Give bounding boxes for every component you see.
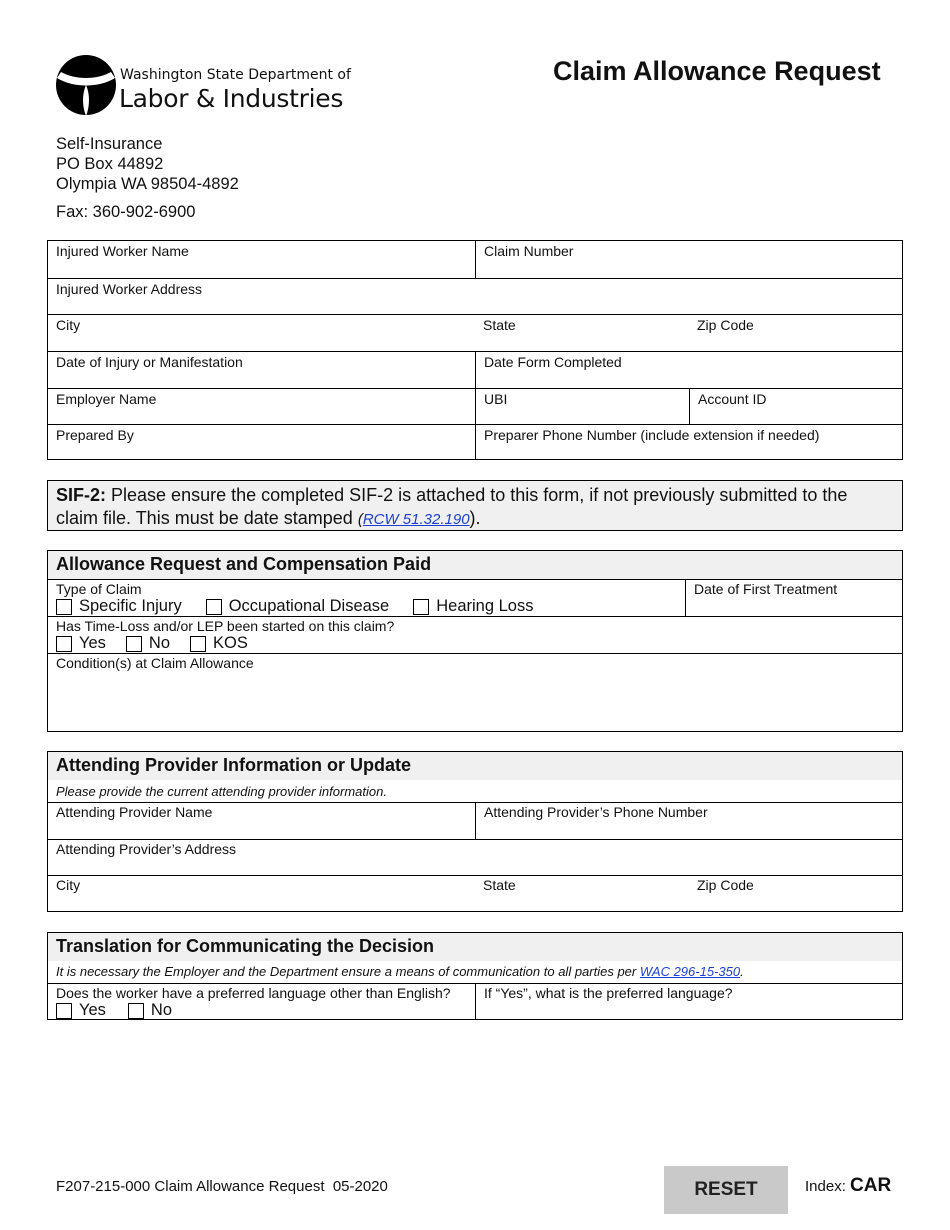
zip-code-field[interactable]	[689, 315, 902, 351]
table-row	[48, 278, 902, 314]
field-label: Employer Name	[56, 391, 157, 407]
field-label: Account ID	[698, 391, 767, 407]
form-id: F207-215-000 Claim Allowance Request 05-2020	[56, 1178, 388, 1195]
state-field[interactable]	[475, 315, 689, 351]
table-row	[48, 314, 902, 351]
preparer-phone-field[interactable]	[475, 425, 902, 460]
table-row	[48, 579, 902, 616]
field-label: City	[56, 317, 81, 333]
provider-address-field[interactable]	[48, 840, 902, 875]
index-value: CAR	[850, 1175, 892, 1196]
field-label: Preparer Phone Number (include extension if needed)	[484, 427, 820, 443]
field-label: If “Yes”, what is the preferred language?	[484, 985, 733, 1001]
provider-name-field[interactable]	[48, 803, 475, 839]
sif2-text: Please ensure the completed SIF-2 is attached to this form, if not previously submitted to the claim file. This must be date stamped	[56, 485, 848, 528]
form-index	[805, 1175, 891, 1197]
fax-number: Fax: 360-902-6900	[56, 203, 196, 221]
index-label: Index:	[805, 1178, 851, 1195]
provider-phone-field[interactable]	[475, 803, 902, 839]
sif2-text-end: ).	[469, 508, 481, 528]
allowance-heading: Allowance Request and Compensation Paid	[48, 551, 902, 579]
field-label: Attending Provider Name	[56, 804, 213, 820]
prepared-by-field[interactable]	[48, 425, 475, 460]
table-row	[48, 241, 902, 278]
table-row	[48, 983, 902, 1019]
address-line: Self-Insurance	[56, 135, 163, 153]
option-label: Occupational Disease	[228, 597, 390, 615]
provider-state-field[interactable]	[475, 876, 689, 911]
translation-table	[47, 932, 903, 1020]
lni-logo-icon	[55, 54, 117, 116]
paren-open: (	[357, 511, 363, 528]
sif2-notice	[47, 480, 903, 531]
agency-line2: Labor & Industries	[119, 84, 344, 113]
field-label: State	[483, 877, 516, 893]
occupational-disease-option[interactable]	[206, 597, 390, 616]
checkbox[interactable]	[56, 599, 72, 615]
option-label: Yes	[79, 634, 106, 652]
field-label: Injured Worker Name	[56, 243, 189, 259]
conditions-field[interactable]	[48, 654, 902, 731]
field-label: Zip Code	[697, 877, 754, 893]
field-label: Prepared By	[56, 427, 134, 443]
field-label: Condition(s) at Claim Allowance	[56, 655, 254, 671]
table-row	[48, 351, 902, 388]
field-label: Type of Claim	[56, 581, 142, 597]
field-label: Has Time-Loss and/or LEP been started on this claim?	[56, 618, 395, 634]
table-row	[48, 616, 902, 653]
sif2-label: SIF-2:	[56, 485, 107, 505]
type-of-claim-field	[48, 580, 685, 616]
agency-logo	[55, 54, 351, 118]
table-row	[48, 424, 902, 460]
injured-worker-name-field[interactable]	[48, 241, 475, 278]
address-line: Olympia WA 98504-4892	[56, 175, 239, 193]
agency-line1: Washington State Department of	[120, 67, 351, 83]
allowance-table	[47, 550, 903, 732]
time-loss-kos-option[interactable]	[190, 634, 248, 653]
provider-table	[47, 751, 903, 912]
time-loss-options	[56, 634, 272, 653]
translation-heading: Translation for Communicating the Decision	[48, 933, 902, 961]
time-loss-yes-option[interactable]	[56, 634, 106, 653]
preferred-language-field[interactable]	[475, 984, 902, 1019]
form-title: Claim Allowance Request	[553, 56, 881, 86]
table-row	[48, 802, 902, 839]
date-form-completed-field[interactable]	[475, 352, 902, 388]
preferred-language-options	[56, 1001, 196, 1020]
field-label: Date Form Completed	[484, 354, 622, 370]
claim-type-options	[56, 597, 557, 616]
address-line: PO Box 44892	[56, 155, 164, 173]
field-label: Zip Code	[697, 317, 754, 333]
field-label: Claim Number	[484, 243, 574, 259]
provider-zip-field[interactable]	[689, 876, 902, 911]
note-end: .	[740, 964, 744, 979]
date-first-treatment-field[interactable]	[685, 580, 902, 616]
field-label: Attending Provider’s Phone Number	[484, 804, 708, 820]
checkbox[interactable]	[128, 1003, 144, 1019]
reset-button[interactable]: RESET	[664, 1166, 788, 1214]
specific-injury-option[interactable]	[56, 597, 182, 616]
option-label: KOS	[213, 634, 248, 652]
checkbox[interactable]	[206, 599, 222, 615]
rcw-link[interactable]: RCW 51.32.190	[362, 511, 470, 528]
option-label: Yes	[79, 1001, 106, 1019]
provider-heading: Attending Provider Information or Update	[48, 752, 902, 780]
table-row	[48, 388, 902, 424]
injured-worker-address-field[interactable]	[48, 279, 902, 314]
time-loss-no-option[interactable]	[126, 634, 170, 653]
ubi-field[interactable]	[475, 389, 689, 424]
field-label: UBI	[484, 391, 508, 407]
checkbox[interactable]	[190, 636, 206, 652]
claim-number-field[interactable]	[475, 241, 902, 278]
option-label: No	[148, 634, 171, 652]
language-yes-option[interactable]	[56, 1001, 106, 1020]
table-row	[48, 875, 902, 911]
worker-info-table	[47, 240, 903, 460]
field-label: Date of Injury or Manifestation	[56, 354, 243, 370]
checkbox[interactable]	[56, 1003, 72, 1019]
field-label: City	[56, 877, 81, 893]
table-row	[48, 653, 902, 731]
field-label: Attending Provider’s Address	[56, 841, 237, 857]
checkbox[interactable]	[413, 599, 429, 615]
note-text: It is necessary the Employer and the Department ensure a means of communication to all parties per	[56, 964, 640, 979]
field-label: Does the worker have a preferred language other than English?	[56, 985, 451, 1001]
date-of-injury-field[interactable]	[48, 352, 475, 388]
preferred-language-question	[48, 984, 475, 1019]
time-loss-field	[48, 617, 902, 653]
table-row	[48, 839, 902, 875]
checkbox[interactable]	[126, 636, 142, 652]
mailing-address	[56, 134, 239, 194]
wac-link[interactable]: WAC 296-15-350	[639, 964, 741, 979]
city-field[interactable]	[48, 315, 475, 351]
provider-city-field[interactable]	[48, 876, 475, 911]
checkbox[interactable]	[56, 636, 72, 652]
field-label: State	[483, 317, 516, 333]
translation-note	[56, 964, 744, 979]
field-label: Injured Worker Address	[56, 281, 203, 297]
account-id-field[interactable]	[689, 389, 902, 424]
option-label: No	[150, 1001, 173, 1019]
language-no-option[interactable]	[128, 1001, 172, 1020]
employer-name-field[interactable]	[48, 389, 475, 424]
option-label: Hearing Loss	[436, 597, 534, 615]
field-label: Date of First Treatment	[694, 581, 838, 597]
provider-note: Please provide the current attending provider information.	[56, 784, 387, 799]
option-label: Specific Injury	[79, 597, 182, 615]
hearing-loss-option[interactable]	[413, 597, 533, 616]
